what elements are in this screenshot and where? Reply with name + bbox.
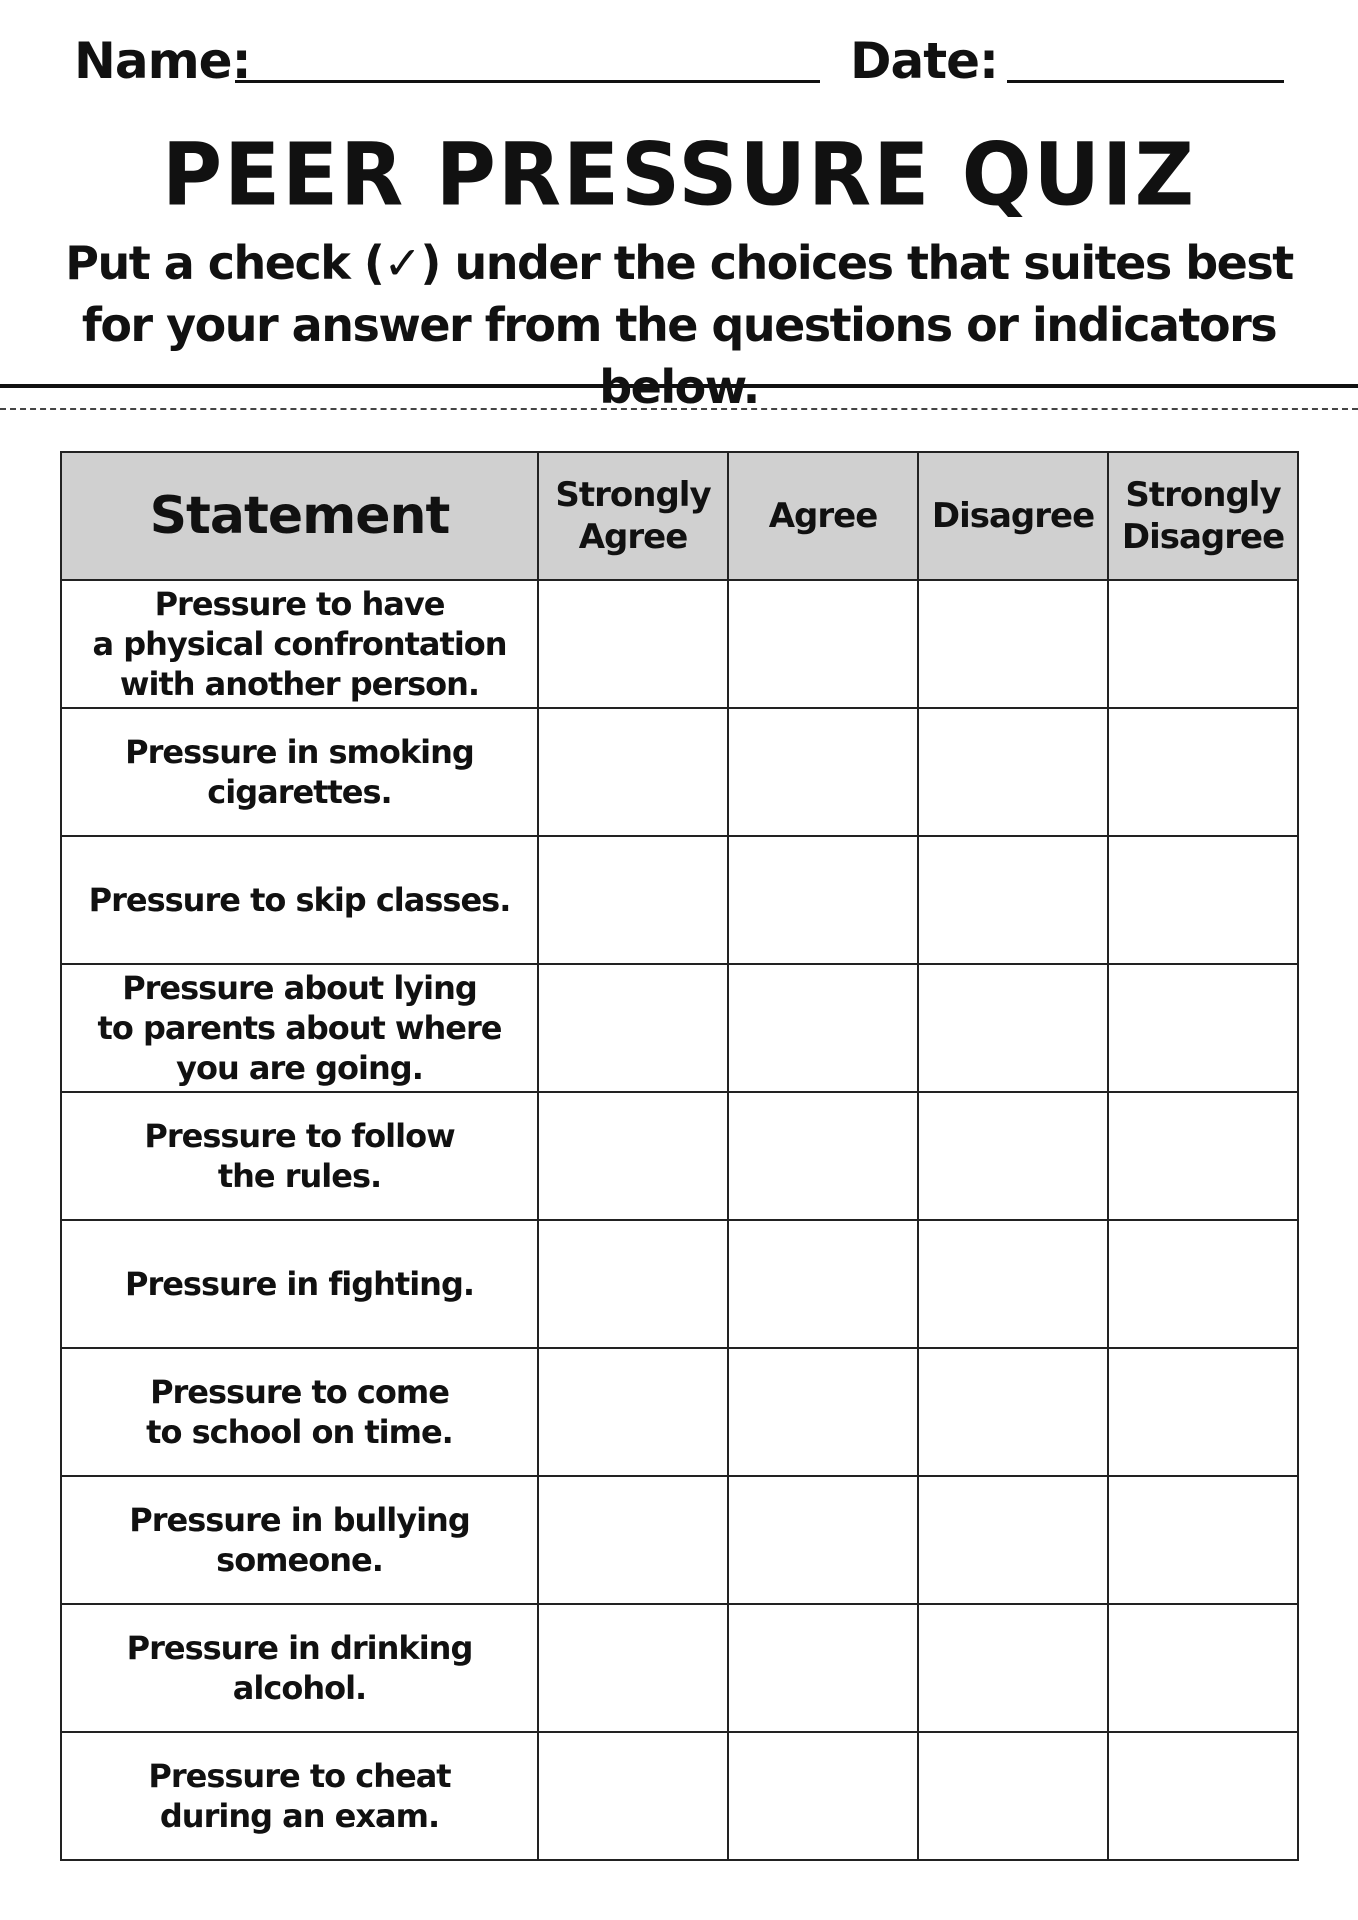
strongly-disagree-check-cell[interactable] (1108, 964, 1298, 1092)
disagree-check-cell[interactable] (918, 708, 1108, 836)
strongly-agree-check-cell[interactable] (538, 1092, 728, 1220)
statement-cell: Pressure to skip classes. (61, 836, 538, 964)
strongly-disagree-check-cell[interactable] (1108, 1220, 1298, 1348)
disagree-check-cell[interactable] (918, 1348, 1108, 1476)
strongly-disagree-check-cell[interactable] (1108, 1476, 1298, 1604)
disagree-check-cell[interactable] (918, 1220, 1108, 1348)
disagree-check-cell[interactable] (918, 1732, 1108, 1860)
statement-cell: Pressure to cheat during an exam. (61, 1732, 538, 1860)
statement-cell: Pressure to come to school on time. (61, 1348, 538, 1476)
column-header-disagree: Disagree (918, 452, 1108, 580)
strongly-disagree-check-cell[interactable] (1108, 836, 1298, 964)
statement-cell: Pressure in drinking alcohol. (61, 1604, 538, 1732)
strongly-agree-check-cell[interactable] (538, 1476, 728, 1604)
strongly-agree-check-cell[interactable] (538, 580, 728, 708)
quiz-table (60, 451, 1299, 1861)
strongly-agree-check-cell[interactable] (538, 1732, 728, 1860)
dashed-cut-line (0, 408, 1358, 410)
statement-cell: Pressure about lying to parents about where you are going. (61, 964, 538, 1092)
strongly-agree-check-cell[interactable] (538, 964, 728, 1092)
agree-check-cell[interactable] (728, 1604, 918, 1732)
table-row (61, 964, 1298, 1092)
statement-cell: Pressure in smoking cigarettes. (61, 708, 538, 836)
name-field-line[interactable] (235, 80, 820, 83)
solid-divider (0, 384, 1358, 388)
strongly-disagree-check-cell[interactable] (1108, 1604, 1298, 1732)
table-row (61, 1732, 1298, 1860)
agree-check-cell[interactable] (728, 836, 918, 964)
disagree-check-cell[interactable] (918, 1092, 1108, 1220)
table-row (61, 1476, 1298, 1604)
table-header-row (61, 452, 1298, 580)
instructions-line-1: Put a check (✓) under the choices that suites best (65, 236, 1293, 290)
column-header-statement: Statement (61, 452, 538, 580)
table-row (61, 580, 1298, 708)
disagree-check-cell[interactable] (918, 580, 1108, 708)
disagree-check-cell[interactable] (918, 1604, 1108, 1732)
name-label: Name: (74, 32, 251, 90)
strongly-disagree-check-cell[interactable] (1108, 580, 1298, 708)
statement-cell: Pressure to have a physical confrontation with another person. (61, 580, 538, 708)
date-label: Date: (850, 32, 999, 90)
agree-check-cell[interactable] (728, 1220, 918, 1348)
table-row (61, 836, 1298, 964)
agree-check-cell[interactable] (728, 1732, 918, 1860)
strongly-agree-check-cell[interactable] (538, 1604, 728, 1732)
page-title: PEER PRESSURE QUIZ (161, 125, 1197, 226)
table-row (61, 708, 1298, 836)
column-header-agree: Agree (728, 452, 918, 580)
table-row (61, 1220, 1298, 1348)
disagree-check-cell[interactable] (918, 1476, 1108, 1604)
table-row (61, 1348, 1298, 1476)
column-header-strongly-disagree: Strongly Disagree (1108, 452, 1298, 580)
strongly-agree-check-cell[interactable] (538, 836, 728, 964)
table-row (61, 1092, 1298, 1220)
strongly-agree-check-cell[interactable] (538, 708, 728, 836)
strongly-agree-check-cell[interactable] (538, 1220, 728, 1348)
strongly-disagree-check-cell[interactable] (1108, 708, 1298, 836)
strongly-disagree-check-cell[interactable] (1108, 1732, 1298, 1860)
disagree-check-cell[interactable] (918, 964, 1108, 1092)
agree-check-cell[interactable] (728, 1092, 918, 1220)
strongly-disagree-check-cell[interactable] (1108, 1092, 1298, 1220)
table-row (61, 1604, 1298, 1732)
agree-check-cell[interactable] (728, 580, 918, 708)
agree-check-cell[interactable] (728, 964, 918, 1092)
strongly-disagree-check-cell[interactable] (1108, 1348, 1298, 1476)
statement-cell: Pressure in bullying someone. (61, 1476, 538, 1604)
agree-check-cell[interactable] (728, 1348, 918, 1476)
column-header-strongly-agree: Strongly Agree (538, 452, 728, 580)
disagree-check-cell[interactable] (918, 836, 1108, 964)
agree-check-cell[interactable] (728, 1476, 918, 1604)
statement-cell: Pressure in fighting. (61, 1220, 538, 1348)
statement-cell: Pressure to follow the rules. (61, 1092, 538, 1220)
header-row (0, 28, 1358, 92)
instructions-line-2: for your answer from the questions or indicators below. (81, 298, 1277, 414)
instructions (0, 232, 1358, 418)
agree-check-cell[interactable] (728, 708, 918, 836)
strongly-agree-check-cell[interactable] (538, 1348, 728, 1476)
date-field-line[interactable] (1007, 80, 1284, 83)
